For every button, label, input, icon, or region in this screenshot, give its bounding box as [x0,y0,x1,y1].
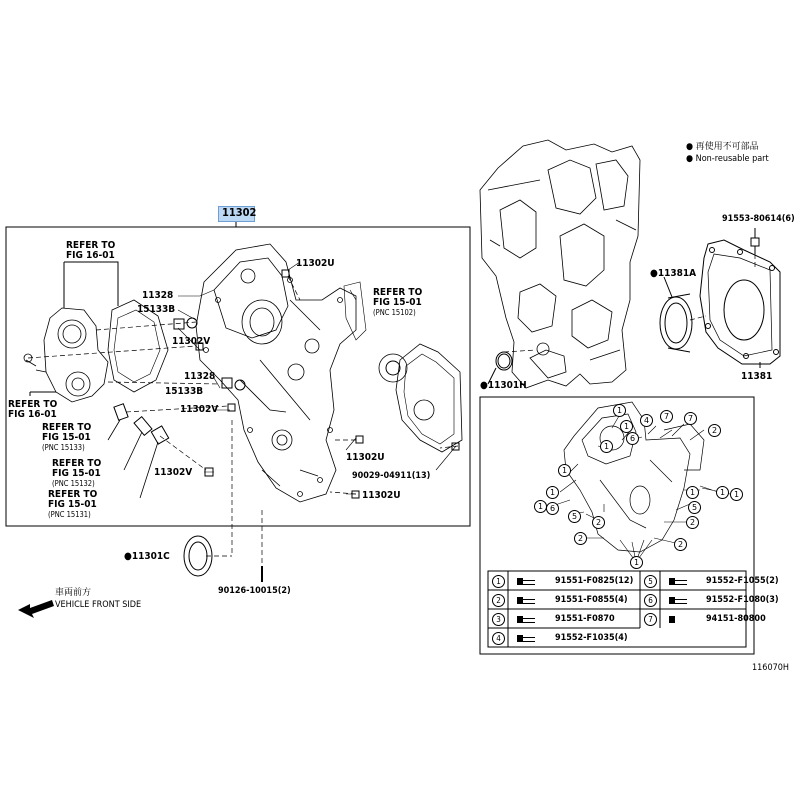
part-label-11301h[interactable]: ●11301H [480,380,527,391]
bolt-callout-circle: 7 [660,410,673,423]
vehicle-front-arrow [18,600,54,618]
bolt-callout-circle: 1 [534,500,547,513]
refer-fig-15-01-15132[interactable]: REFER TO FIG 15-01 (PNC 15132) [52,458,102,488]
bolt-callout-circle: 6 [546,502,559,515]
bolt-callout-circle: 1 [600,440,613,453]
refer-fig-16-01-left[interactable]: REFER TO FIG 16-01 [8,399,58,420]
part-label-15133b-top[interactable]: 15133B [137,304,176,315]
bolt-callout-circle: 2 [708,424,721,437]
part-label-90029[interactable]: 90029-04911(13) [352,471,431,481]
bolt-table-num: 6 [644,594,657,607]
part-label-15133b-mid[interactable]: 15133B [165,386,204,397]
bolt-icon-shank [523,580,535,585]
bolt-icon-shank [523,637,535,642]
part-label-11302v-low[interactable]: 11302V [154,467,193,478]
bolt-part-number[interactable]: 91552-F1080(3) [706,595,779,605]
bolt-icon [669,616,675,623]
bolt-icon-shank [523,618,535,623]
bolt-callout-circle: 1 [620,420,633,433]
bolt-part-number[interactable]: 94151-80800 [706,614,766,624]
bolt-callout-circle: 2 [686,516,699,529]
part-label-11302u-low[interactable]: 11302U [362,490,401,501]
engine-block-outline [480,140,640,388]
bolt-location-cover [564,402,704,552]
legend-en: ● Non-reusable part [686,154,769,164]
figure-code: 116070H [752,663,789,673]
part-label-11328-top[interactable]: 11328 [142,290,174,301]
part-label-11301c[interactable]: ●11301C [124,551,170,562]
part-label-11302u-mid[interactable]: 11302U [346,452,385,463]
refer-fig-15-01-15133[interactable]: REFER TO FIG 15-01 (PNC 15133) [42,422,92,452]
part-label-90126[interactable]: 90126-10015(2) [218,586,291,596]
part-label-11302v-mid[interactable]: 11302V [180,404,219,415]
bolt-part-number[interactable]: 91551-F0870 [555,614,615,624]
bolt-callout-circle: 4 [640,414,653,427]
part-label-11328-mid[interactable]: 11328 [184,371,216,382]
bolt-icon-shank [675,580,687,585]
oil-seal-retainer [700,240,780,364]
bolt-icon-shank [675,599,687,604]
part-label-11381[interactable]: 11381 [741,371,773,382]
part-label-11381a[interactable]: ●11381A [650,268,697,279]
bolt-callout-circle: 2 [674,538,687,551]
cover-gasket [396,344,462,452]
bolt-callout-circle: 1 [613,404,626,417]
main-part-number[interactable]: 11302 [222,206,257,219]
bolt-callout-circle: 1 [630,556,643,569]
bolt-part-number[interactable]: 91551-F0855(4) [555,595,628,605]
bolt-callout-circle: 1 [716,486,729,499]
refer-fig-15-01-15102[interactable]: REFER TO FIG 15-01 (PNC 15102) [373,287,423,317]
bolt-callout-circle: 1 [546,486,559,499]
bolt-callout-circle: 5 [688,501,701,514]
bolt-callout-circle: 2 [592,516,605,529]
bolt-callout-circle: 1 [558,464,571,477]
bolt-callout-circle: 6 [626,432,639,445]
part-label-11302u-top[interactable]: 11302U [296,258,335,269]
part-label-91553[interactable]: 91553-80614(6) [722,214,795,224]
refer-fig-16-01-top[interactable]: REFER TO FIG 16-01 [66,240,116,261]
bolt-table-num: 3 [492,613,505,626]
part-label-11302v-top[interactable]: 11302V [172,336,211,347]
timing-chain-cover [196,244,356,502]
bolt-table-num: 4 [492,632,505,645]
bolt-part-number[interactable]: 91551-F0825(12) [555,576,634,586]
bolt-table-num: 1 [492,575,505,588]
bolt-part-number[interactable]: 91552-F1035(4) [555,633,628,643]
bolt-callout-circle: 1 [686,486,699,499]
bolt-table-num: 5 [644,575,657,588]
bolt-callout-circle: 1 [730,488,743,501]
bolt-part-number[interactable]: 91552-F1055(2) [706,576,779,586]
refer-fig-15-01-15131[interactable]: REFER TO FIG 15-01 (PNC 15131) [48,489,98,519]
bolt-table-num: 7 [644,613,657,626]
bolt-icon-shank [523,599,535,604]
vehicle-front-en: VEHICLE FRONT SIDE [55,600,142,610]
bolt-table-num: 2 [492,594,505,607]
legend-jp: ● 再使用不可部品 [686,142,759,152]
bolt-callout-circle: 7 [684,412,697,425]
bolt-callout-circle: 5 [568,510,581,523]
water-pump [24,308,108,402]
oil-pump-sprocket [379,354,407,382]
bolt-callout-circle: 2 [574,532,587,545]
vehicle-front-jp: 車両前方 [55,588,92,598]
